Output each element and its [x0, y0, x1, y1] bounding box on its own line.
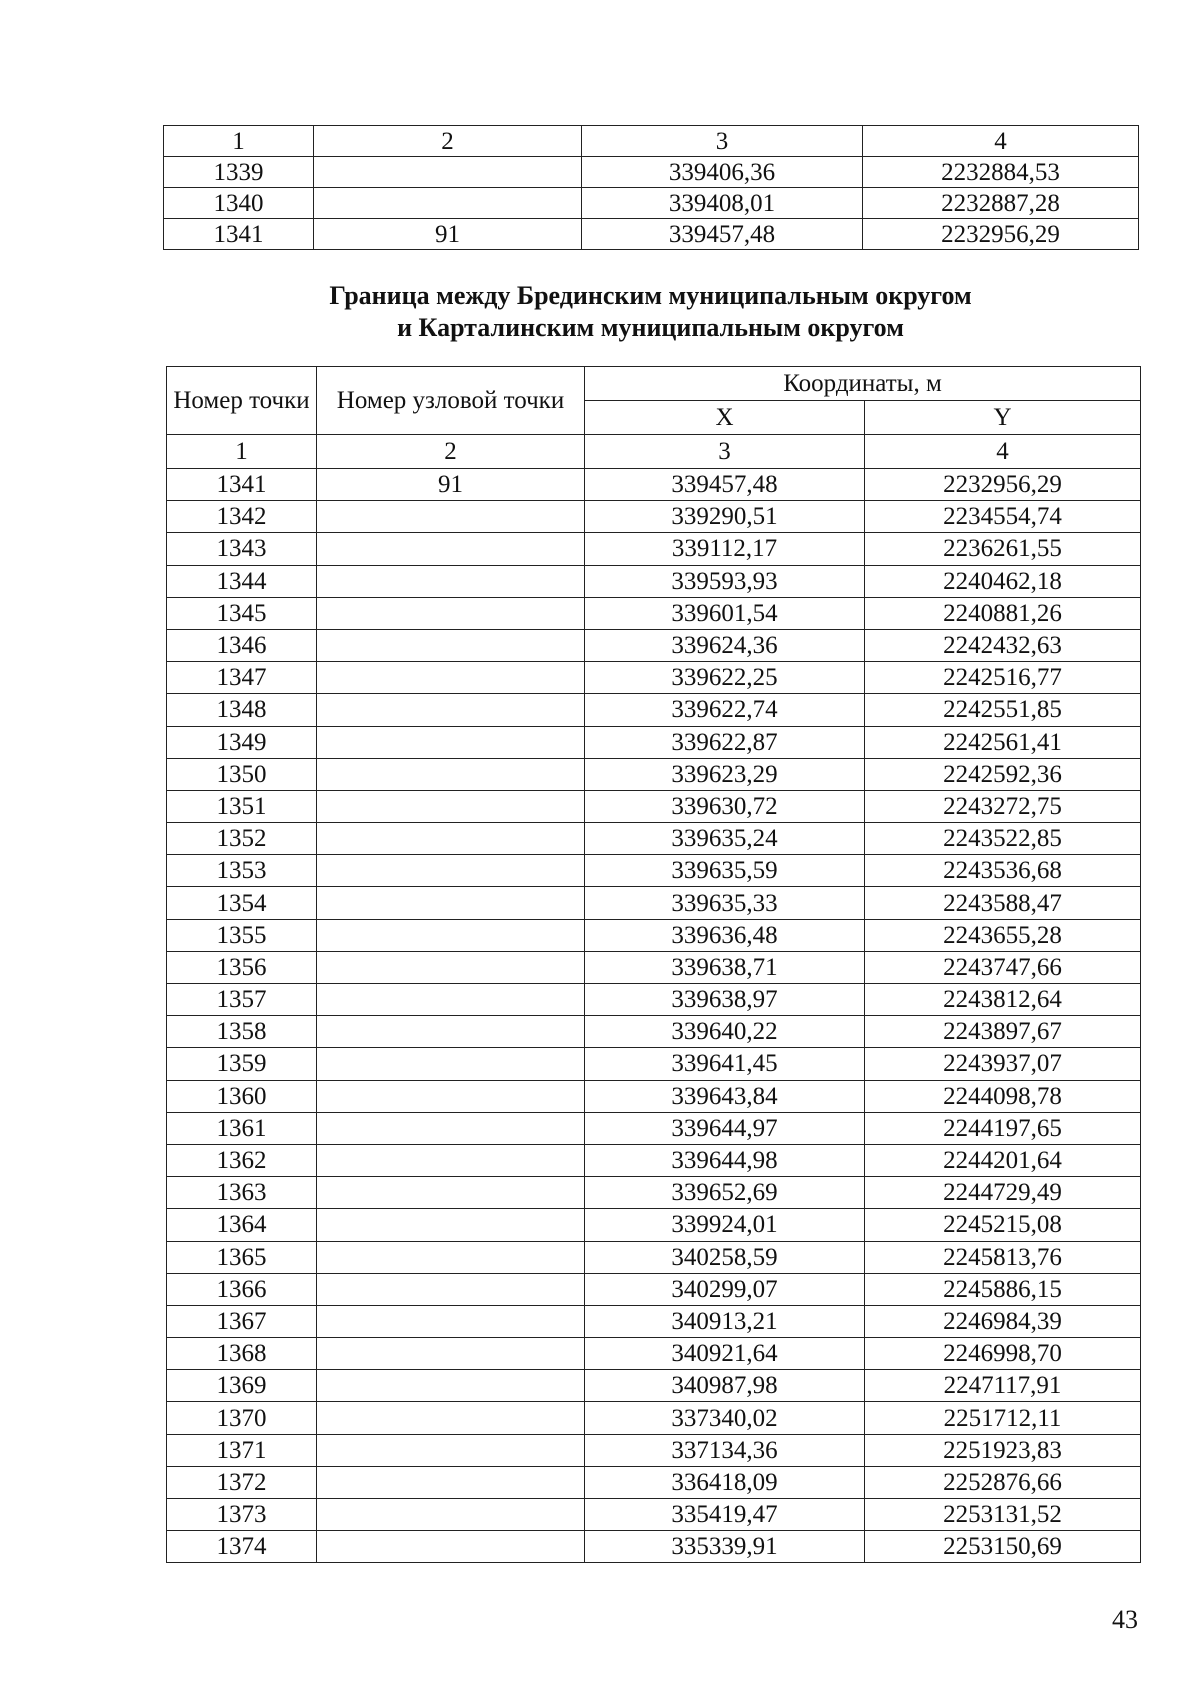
node-point-cell	[317, 1241, 585, 1273]
x-coordinate-cell: 339623,29	[585, 758, 865, 790]
table-row	[167, 855, 1141, 887]
table-row	[167, 1177, 1141, 1209]
node-point-cell	[317, 758, 585, 790]
y-coordinate-cell: 2244201,64	[865, 1144, 1141, 1176]
table-row	[164, 219, 1139, 250]
y-coordinate-cell: 2245886,15	[865, 1273, 1141, 1305]
point-number-cell: 1361	[167, 1112, 317, 1144]
node-point-cell	[317, 565, 585, 597]
x-coordinate-cell: 339112,17	[585, 533, 865, 565]
table-row	[167, 951, 1141, 983]
y-coordinate-cell: 4	[863, 126, 1139, 157]
x-coordinate-cell: 339638,71	[585, 951, 865, 983]
x-coordinate-cell: 340913,21	[585, 1305, 865, 1337]
node-point-cell: 91	[317, 469, 585, 501]
x-coordinate-cell: 340987,98	[585, 1370, 865, 1402]
y-coordinate-cell: 2232956,29	[865, 469, 1141, 501]
node-point-cell	[317, 1499, 585, 1531]
table-row	[167, 1209, 1141, 1241]
node-point-cell	[317, 951, 585, 983]
x-coordinate-cell: 340921,64	[585, 1338, 865, 1370]
x-coordinate-cell: 339406,36	[582, 157, 863, 188]
column-number-3: 3	[585, 435, 865, 469]
y-coordinate-cell: 2242561,41	[865, 726, 1141, 758]
point-number-cell: 1340	[164, 188, 314, 219]
node-point-cell: 2	[314, 126, 582, 157]
point-number-cell: 1341	[164, 219, 314, 250]
point-number-cell: 1360	[167, 1080, 317, 1112]
x-coordinate-cell: 339622,87	[585, 726, 865, 758]
point-number-cell: 1349	[167, 726, 317, 758]
x-coordinate-cell: 339635,59	[585, 855, 865, 887]
point-number-cell: 1344	[167, 565, 317, 597]
x-coordinate-cell: 339635,24	[585, 823, 865, 855]
point-number-cell: 1347	[167, 662, 317, 694]
point-number-cell: 1343	[167, 533, 317, 565]
node-point-cell	[317, 694, 585, 726]
x-coordinate-cell: 339408,01	[582, 188, 863, 219]
section-title-line-1: Граница между Брединским муниципальным округом	[329, 281, 972, 310]
table-row	[167, 1370, 1141, 1402]
coordinates-table	[166, 366, 1141, 1563]
node-point-cell	[314, 157, 582, 188]
y-coordinate-cell: 2242516,77	[865, 662, 1141, 694]
point-number-cell: 1350	[167, 758, 317, 790]
point-number-cell: 1357	[167, 984, 317, 1016]
point-number-cell: 1374	[167, 1531, 317, 1563]
table-row	[167, 469, 1141, 501]
y-coordinate-cell: 2240881,26	[865, 597, 1141, 629]
node-point-cell	[317, 1016, 585, 1048]
table-row	[167, 694, 1141, 726]
page-number: 43	[1112, 1605, 1138, 1634]
y-coordinate-cell: 2243937,07	[865, 1048, 1141, 1080]
node-point-cell	[317, 1466, 585, 1498]
node-point-cell	[317, 1209, 585, 1241]
node-point-cell	[317, 1177, 585, 1209]
point-number-cell: 1345	[167, 597, 317, 629]
header-point-number: Номер точки	[167, 367, 317, 435]
header-node-point-number: Номер узловой точки	[317, 367, 585, 435]
y-coordinate-cell: 2243536,68	[865, 855, 1141, 887]
table-row	[164, 126, 1139, 157]
y-coordinate-cell: 2253131,52	[865, 1499, 1141, 1531]
table-row	[167, 790, 1141, 822]
point-number-cell: 1371	[167, 1434, 317, 1466]
x-coordinate-cell: 339644,97	[585, 1112, 865, 1144]
point-number-cell: 1372	[167, 1466, 317, 1498]
y-coordinate-cell: 2251712,11	[865, 1402, 1141, 1434]
x-coordinate-cell: 339601,54	[585, 597, 865, 629]
node-point-cell	[317, 1370, 585, 1402]
point-number-cell: 1370	[167, 1402, 317, 1434]
y-coordinate-cell: 2253150,69	[865, 1531, 1141, 1563]
y-coordinate-cell: 2252876,66	[865, 1466, 1141, 1498]
x-coordinate-cell: 339635,33	[585, 887, 865, 919]
table-row	[167, 984, 1141, 1016]
node-point-cell	[317, 1338, 585, 1370]
header-y: Y	[865, 401, 1141, 435]
y-coordinate-cell: 2234554,74	[865, 501, 1141, 533]
y-coordinate-cell: 2240462,18	[865, 565, 1141, 597]
y-coordinate-cell: 2243897,67	[865, 1016, 1141, 1048]
y-coordinate-cell: 2232887,28	[863, 188, 1139, 219]
x-coordinate-cell: 339622,74	[585, 694, 865, 726]
table-row	[164, 157, 1139, 188]
table-row	[167, 1338, 1141, 1370]
node-point-cell	[317, 887, 585, 919]
point-number-cell: 1363	[167, 1177, 317, 1209]
y-coordinate-cell: 2243272,75	[865, 790, 1141, 822]
y-coordinate-cell: 2232884,53	[863, 157, 1139, 188]
node-point-cell	[317, 662, 585, 694]
y-coordinate-cell: 2242551,85	[865, 694, 1141, 726]
x-coordinate-cell: 340258,59	[585, 1241, 865, 1273]
y-coordinate-cell: 2245215,08	[865, 1209, 1141, 1241]
x-coordinate-cell: 339641,45	[585, 1048, 865, 1080]
point-number-cell: 1	[164, 126, 314, 157]
coordinates-table-body	[167, 469, 1141, 1563]
table-row	[167, 726, 1141, 758]
node-point-cell	[317, 823, 585, 855]
node-point-cell	[317, 919, 585, 951]
node-point-cell	[317, 597, 585, 629]
point-number-cell: 1373	[167, 1499, 317, 1531]
y-coordinate-cell: 2244729,49	[865, 1177, 1141, 1209]
section-title-line-2: и Карталинским муниципальным округом	[397, 313, 904, 342]
table-row	[167, 597, 1141, 629]
point-number-cell: 1341	[167, 469, 317, 501]
continuation-table-body	[164, 126, 1139, 250]
y-coordinate-cell: 2243522,85	[865, 823, 1141, 855]
table-row	[167, 501, 1141, 533]
y-coordinate-cell: 2245813,76	[865, 1241, 1141, 1273]
table-row	[167, 1402, 1141, 1434]
table-row	[167, 565, 1141, 597]
coordinates-table-header	[167, 367, 1141, 469]
node-point-cell: 91	[314, 219, 582, 250]
section-title	[163, 280, 1138, 344]
table-row	[167, 1144, 1141, 1176]
node-point-cell	[317, 1080, 585, 1112]
point-number-cell: 1369	[167, 1370, 317, 1402]
point-number-cell: 1365	[167, 1241, 317, 1273]
point-number-cell: 1362	[167, 1144, 317, 1176]
point-number-cell: 1366	[167, 1273, 317, 1305]
node-point-cell	[317, 1048, 585, 1080]
node-point-cell	[317, 1402, 585, 1434]
point-number-cell: 1351	[167, 790, 317, 822]
node-point-cell	[317, 1531, 585, 1563]
table-row	[167, 662, 1141, 694]
header-coordinates: Координаты, м	[585, 367, 1141, 401]
x-coordinate-cell: 337134,36	[585, 1434, 865, 1466]
table-row	[167, 1434, 1141, 1466]
x-coordinate-cell: 336418,09	[585, 1466, 865, 1498]
y-coordinate-cell: 2236261,55	[865, 533, 1141, 565]
x-coordinate-cell: 3	[582, 126, 863, 157]
table-row	[164, 188, 1139, 219]
y-coordinate-cell: 2243812,64	[865, 984, 1141, 1016]
column-number-1: 1	[167, 435, 317, 469]
y-coordinate-cell: 2244098,78	[865, 1080, 1141, 1112]
y-coordinate-cell: 2243655,28	[865, 919, 1141, 951]
x-coordinate-cell: 337340,02	[585, 1402, 865, 1434]
x-coordinate-cell: 339643,84	[585, 1080, 865, 1112]
node-point-cell	[317, 501, 585, 533]
point-number-cell: 1348	[167, 694, 317, 726]
x-coordinate-cell: 339593,93	[585, 565, 865, 597]
y-coordinate-cell: 2243747,66	[865, 951, 1141, 983]
table-row	[167, 1305, 1141, 1337]
x-coordinate-cell: 339290,51	[585, 501, 865, 533]
node-point-cell	[317, 533, 585, 565]
x-coordinate-cell: 339638,97	[585, 984, 865, 1016]
x-coordinate-cell: 339622,25	[585, 662, 865, 694]
node-point-cell	[317, 855, 585, 887]
y-coordinate-cell: 2244197,65	[865, 1112, 1141, 1144]
node-point-cell	[317, 629, 585, 661]
x-coordinate-cell: 339624,36	[585, 629, 865, 661]
point-number-cell: 1356	[167, 951, 317, 983]
point-number-cell: 1353	[167, 855, 317, 887]
x-coordinate-cell: 335419,47	[585, 1499, 865, 1531]
y-coordinate-cell: 2243588,47	[865, 887, 1141, 919]
y-coordinate-cell: 2242592,36	[865, 758, 1141, 790]
point-number-cell: 1359	[167, 1048, 317, 1080]
x-coordinate-cell: 339636,48	[585, 919, 865, 951]
point-number-cell: 1352	[167, 823, 317, 855]
node-point-cell	[317, 984, 585, 1016]
y-coordinate-cell: 2246998,70	[865, 1338, 1141, 1370]
table-row	[167, 1048, 1141, 1080]
table-row	[167, 1466, 1141, 1498]
x-coordinate-cell: 339652,69	[585, 1177, 865, 1209]
x-coordinate-cell: 335339,91	[585, 1531, 865, 1563]
table-row	[167, 1499, 1141, 1531]
x-coordinate-cell: 339640,22	[585, 1016, 865, 1048]
node-point-cell	[317, 1273, 585, 1305]
node-point-cell	[317, 1305, 585, 1337]
node-point-cell	[317, 1144, 585, 1176]
y-coordinate-cell: 2242432,63	[865, 629, 1141, 661]
point-number-cell: 1367	[167, 1305, 317, 1337]
y-coordinate-cell: 2247117,91	[865, 1370, 1141, 1402]
x-coordinate-cell: 339924,01	[585, 1209, 865, 1241]
y-coordinate-cell: 2251923,83	[865, 1434, 1141, 1466]
node-point-cell	[317, 726, 585, 758]
node-point-cell	[317, 1434, 585, 1466]
table-row	[167, 1080, 1141, 1112]
table-row	[167, 1273, 1141, 1305]
table-row	[167, 1112, 1141, 1144]
x-coordinate-cell: 340299,07	[585, 1273, 865, 1305]
x-coordinate-cell: 339457,48	[585, 469, 865, 501]
point-number-cell: 1339	[164, 157, 314, 188]
table-row	[167, 1016, 1141, 1048]
table-row	[167, 919, 1141, 951]
node-point-cell	[317, 1112, 585, 1144]
continuation-table	[163, 125, 1139, 250]
table-row	[167, 887, 1141, 919]
point-number-cell: 1355	[167, 919, 317, 951]
table-row	[167, 533, 1141, 565]
column-number-2: 2	[317, 435, 585, 469]
point-number-cell: 1368	[167, 1338, 317, 1370]
x-coordinate-cell: 339644,98	[585, 1144, 865, 1176]
node-point-cell	[314, 188, 582, 219]
node-point-cell	[317, 790, 585, 822]
point-number-cell: 1342	[167, 501, 317, 533]
table-row	[167, 1531, 1141, 1563]
table-row	[167, 823, 1141, 855]
column-number-4: 4	[865, 435, 1141, 469]
point-number-cell: 1354	[167, 887, 317, 919]
table-row	[167, 1241, 1141, 1273]
point-number-cell: 1346	[167, 629, 317, 661]
y-coordinate-cell: 2246984,39	[865, 1305, 1141, 1337]
table-row	[167, 758, 1141, 790]
table-row	[167, 629, 1141, 661]
header-x: X	[585, 401, 865, 435]
y-coordinate-cell: 2232956,29	[863, 219, 1139, 250]
x-coordinate-cell: 339630,72	[585, 790, 865, 822]
point-number-cell: 1358	[167, 1016, 317, 1048]
point-number-cell: 1364	[167, 1209, 317, 1241]
x-coordinate-cell: 339457,48	[582, 219, 863, 250]
